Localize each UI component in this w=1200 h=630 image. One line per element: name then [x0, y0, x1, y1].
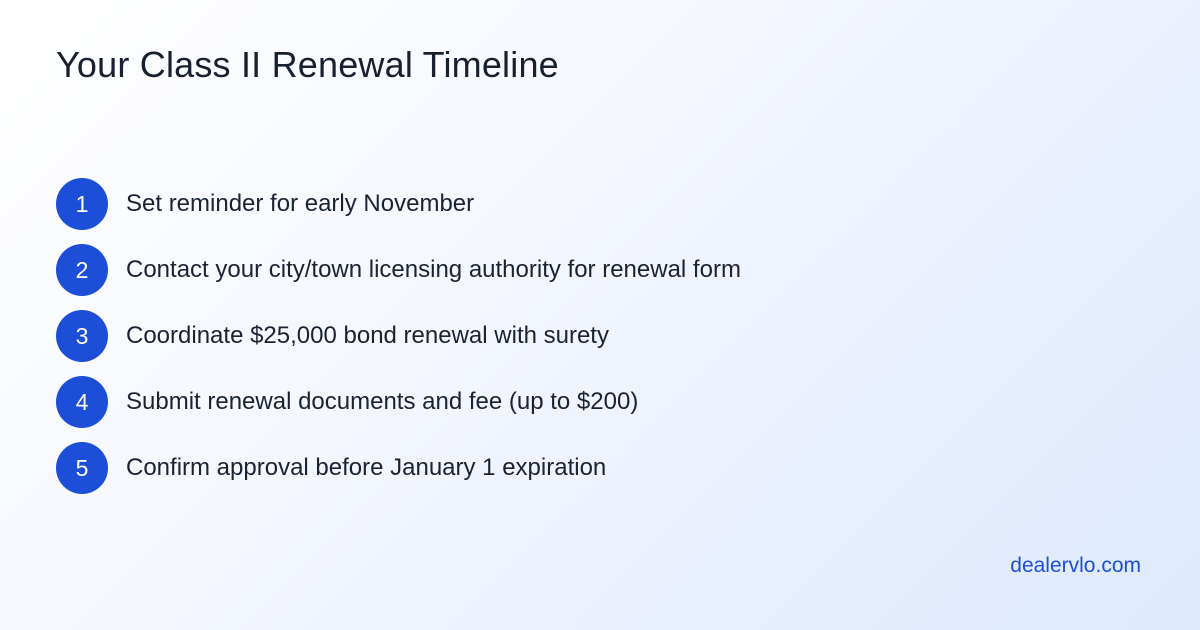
page-title: Your Class II Renewal Timeline — [56, 44, 559, 85]
timeline-step-1 — [56, 178, 741, 230]
step-number-badge: 2 — [56, 244, 108, 296]
timeline-step-2 — [56, 244, 741, 296]
step-number-badge: 3 — [56, 310, 108, 362]
timeline-steps-list — [56, 178, 741, 508]
step-number-badge: 5 — [56, 442, 108, 494]
step-text: Set reminder for early November — [126, 190, 475, 217]
step-number-badge: 1 — [56, 178, 108, 230]
step-text: Confirm approval before January 1 expiration — [126, 454, 607, 481]
step-text: Coordinate $25,000 bond renewal with surety — [126, 322, 609, 349]
step-text: Submit renewal documents and fee (up to $200) — [126, 388, 639, 415]
timeline-step-4 — [56, 376, 741, 428]
step-text: Contact your city/town licensing authority for renewal form — [126, 256, 741, 283]
timeline-step-3 — [56, 310, 741, 362]
timeline-step-5 — [56, 442, 741, 494]
brand-link[interactable]: dealervlo.com — [1010, 554, 1141, 577]
step-number-badge: 4 — [56, 376, 108, 428]
